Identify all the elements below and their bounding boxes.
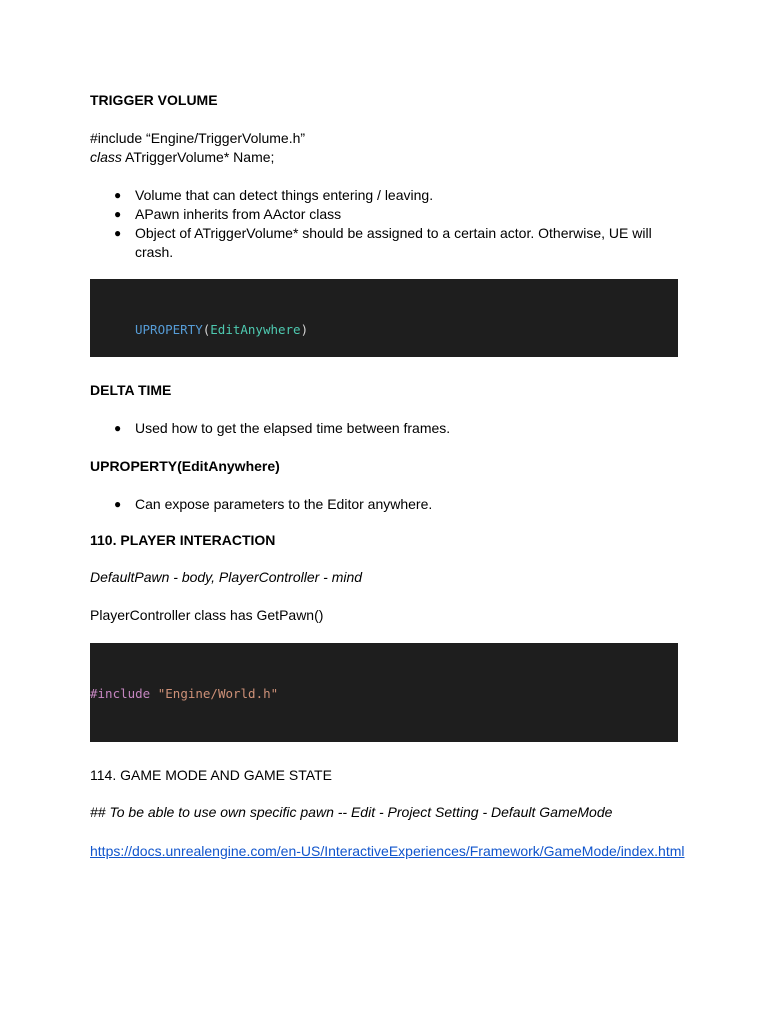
uproperty-bullet-list [90,495,680,514]
class-keyword: class [90,149,122,165]
class-declaration-line [90,149,274,165]
code-line: #include "Engine/World.h" [90,686,279,702]
bullet-icon: ● [114,226,122,240]
bullet-icon: ● [114,207,122,221]
list-item-text: Object of ATriggerVolume* should be assigned to a certain actor. Otherwise, UE will crash. [135,225,652,260]
bullet-icon: ● [114,497,122,511]
trigger-code-block [90,279,678,357]
list-item [90,419,680,438]
pawn-controller-note: DefaultPawn - body, PlayerController - mind [90,569,363,585]
list-item-text: Can expose parameters to the Editor anywhere. [135,496,433,512]
code-line: UPROPERTY(EditAnywhere) [135,322,309,338]
bullet-icon: ● [114,188,122,202]
game-mode-docs-link[interactable]: https://docs.unrealengine.com/en-US/InteractiveExperiences/Framework/GameMode/index.html [90,843,685,859]
player-interaction-heading: 110. PLAYER INTERACTION [90,532,276,548]
bullet-icon: ● [114,421,122,435]
game-mode-link-line [90,843,685,859]
list-item [90,186,680,205]
trigger-volume-heading: TRIGGER VOLUME [90,92,218,108]
list-item-text: Volume that can detect things entering / leaving. [135,187,434,203]
list-item [90,495,680,514]
include-line: #include “Engine/TriggerVolume.h” [90,130,306,146]
game-mode-note: ## To be able to use own specific pawn -- Edit - Project Setting - Default GameMode [90,804,613,820]
trigger-bullet-list [90,186,680,262]
player-code-block [90,643,678,742]
uproperty-heading: UPROPERTY(EditAnywhere) [90,458,280,474]
delta-time-heading: DELTA TIME [90,382,172,398]
list-item [90,224,680,262]
list-item [90,205,680,224]
list-item-text: APawn inherits from AActor class [135,206,342,222]
list-item-text: Used how to get the elapsed time between frames. [135,420,451,436]
class-declaration-rest: ATriggerVolume* Name; [121,149,275,165]
game-mode-heading: 114. GAME MODE AND GAME STATE [90,767,332,783]
getpawn-note: PlayerController class has GetPawn() [90,607,324,623]
delta-bullet-list [90,419,680,438]
